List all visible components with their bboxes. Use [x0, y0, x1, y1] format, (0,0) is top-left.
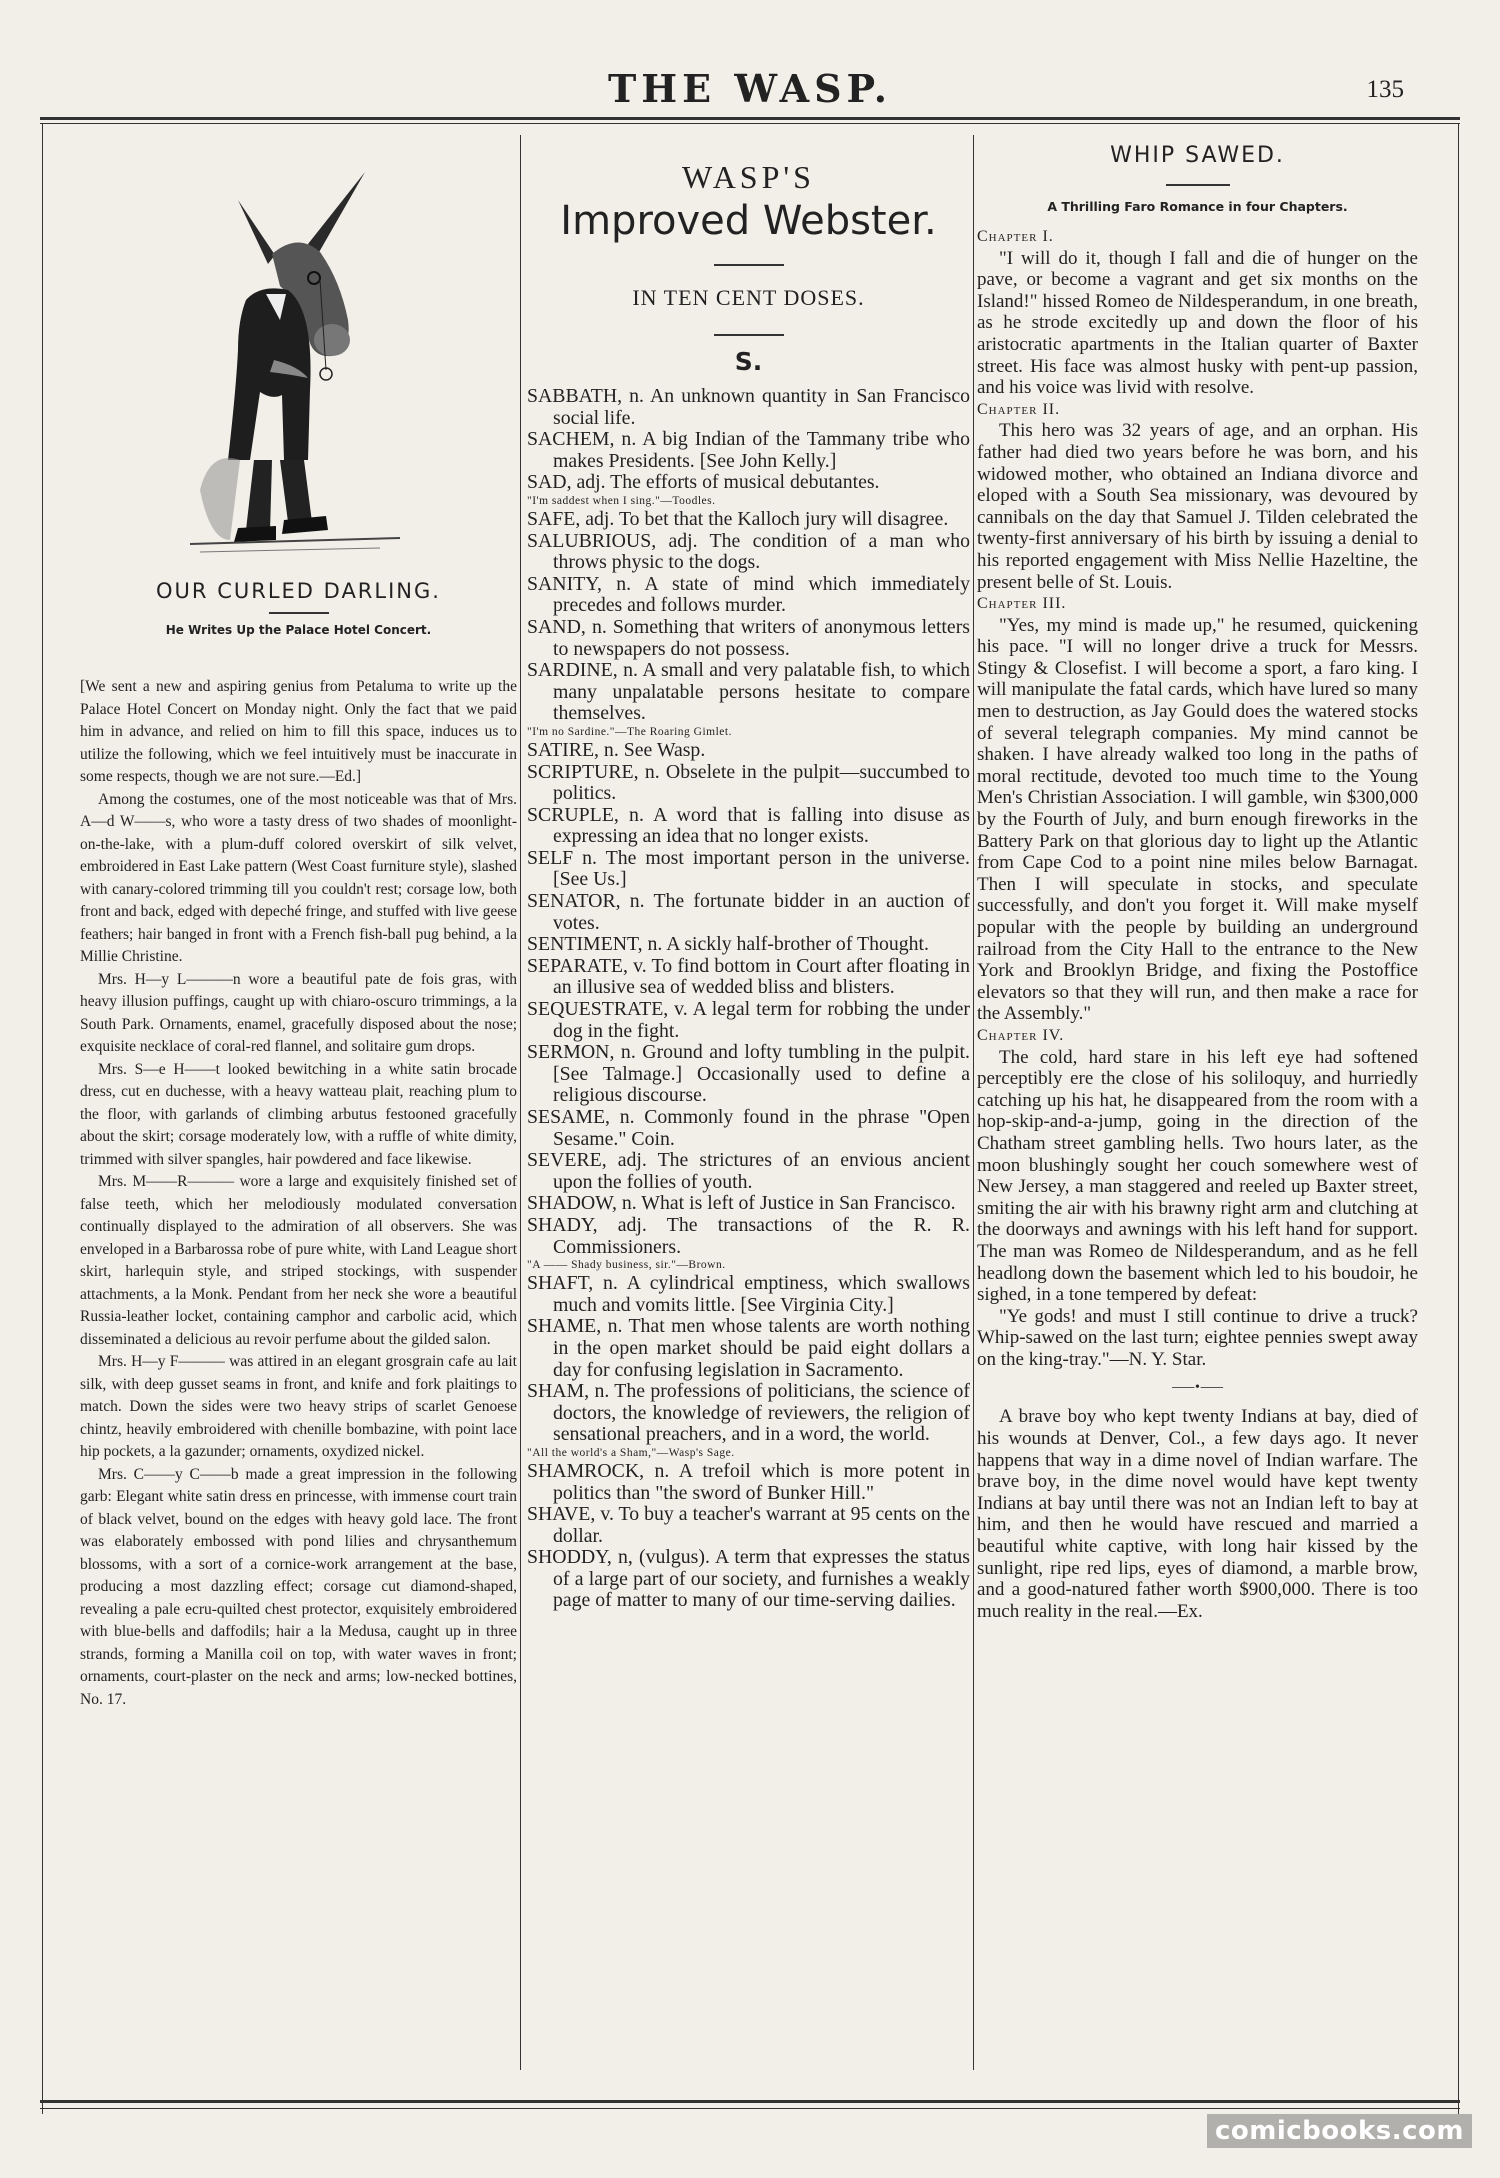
story-paragraph: "I will do it, though I fall and die of hunger on the pave, or become a vagrant and get six months on the Island!" hissed Romeo de Nildesperandum, in one breath, as he strode excitedly up and down the floor of his aristocratic apartments in the Italian quarter of Baxter street. His face was almost husky with pent-up passion, and his voice was livid with resolve. [977, 247, 1418, 399]
dictionary-entry: SAND, n. Something that writers of anonymous letters to newspapers do not possess. [527, 615, 970, 660]
masthead-title: THE WASP. [607, 66, 893, 111]
chapter-heading: Chapter IV. [977, 1026, 1065, 1044]
dictionary-entry: SEVERE, adj. The strictures of an envious ancient upon the follies of youth. [527, 1149, 970, 1193]
masthead [0, 66, 1500, 112]
story-paragraph: "Yes, my mind is made up," he resumed, quickening his pace. "I will no longer drive a truck for Messrs. Stingy & Closefist. I will become a sport, a faro king. I will manipulate the fatal cards, which have lured so many men to destruction, as Jay Gould does the watered stocks of several telegraph companies. My mind cannot be shaken. I have already walked too long in the paths of moral rectitude, devoted too much time to the Young Men's Christian Association. I will gamble, win $300,000 by the Fourth of July, and burn enough fireworks in the Battery Park on that glorious day to light up the Atlantic from Cape Cod to a point nine miles below Barnagat. Then I will speculate in stocks, and speculate successfully, and don't you forget it. Will make myself popular with the people by building an underground railroad from the City Hall to the entrance to the New York and Brooklyn Bridge, and fixing the Postoffice elevators so that they will run, and then make a race for the Assembly." [977, 614, 1418, 1025]
dictionary-entry: SABBATH, n. An unknown quantity in San Francisco social life. [527, 385, 970, 429]
dictionary-entry: SENATOR, n. The fortunate bidder in an auction of votes. [527, 890, 970, 934]
right-article [977, 140, 1418, 2100]
donkey-body [228, 288, 311, 460]
article-paragraph: Mrs. H—y L———n wore a beautiful pate de fois gras, with heavy illusion puffings, caught up with chiaro-oscuro trimmings, a la South Park. Ornaments, enamel, gracefully disposed about the nose; exquisite necklace of coral-red flannel, and solitaire gum drops. [80, 970, 517, 1055]
webster-subtitle-rule [714, 334, 784, 336]
dictionary-entry: SACHEM, n. A big Indian of the Tammany tribe who makes Presidents. [See John Kelly.] [527, 428, 970, 472]
left-article-subtitle: He Writes Up the Palace Hotel Concert. [165, 623, 432, 637]
right-article-subtitle: A Thrilling Faro Romance in four Chapters. [1047, 199, 1348, 214]
left-title-rule [269, 612, 329, 614]
dictionary-entry: SALUBRIOUS, adj. The condition of a man who throws physic to the dogs. [527, 529, 970, 574]
chapter-heading: Chapter III. [977, 595, 1067, 613]
webster-subtitle: IN TEN CENT DOSES. [632, 285, 865, 310]
article-paragraph: Mrs. H—y F——— was attired in an elegant grosgrain cafe au lait silk, with deep gusset seams in front, and knife and fork plaitings to match. Down the sides were two heavy strips of scarlet Genoese chintz, heavily embroidered with chenille bombazine, with point lace hip pockets, a la gazunder; ornaments, oxydized nickel. [80, 1353, 517, 1460]
right-article-title: WHIP SAWED. [1110, 143, 1285, 168]
bottom-rule [40, 2100, 1460, 2103]
donkey-caricature-illustration [180, 160, 420, 560]
dictionary-entry: SENTIMENT, n. A sickly half-brother of Thought. [527, 933, 929, 956]
story-paragraph: "Ye gods! and must I still continue to drive a truck? Whip-sawed on the last turn; eightee pennies swept away on the king-tray."—N. Y. Star. [977, 1305, 1418, 1370]
column-rule-right [973, 135, 974, 2070]
dictionary-entry: SHODDY, n, (vulgus). A term that expresses the status of a large part of our society, and furnishes a weakly page of matter to many of our time-serving dailies. [527, 1546, 970, 1612]
watermark: comicbooks.com [1207, 2114, 1472, 2148]
dictionary-citation: "I'm no Sardine."—The Roaring Gimlet. [527, 725, 732, 738]
column-rule-left [520, 135, 521, 2070]
frame-rule-left [42, 124, 43, 2114]
dictionary-entry: SHADOW, n. What is left of Justice in San Francisco. [527, 1192, 956, 1215]
dictionary-entry: SAFE, adj. To bet that the Kalloch jury will disagree. [527, 507, 949, 530]
article-paragraph: Mrs. C——y C——b made a great impression in the following garb: Elegant white satin dress en princesse, with immense court train of black velvet, bound on the edges with heavy gold lace. The front was elaborately embossed with pond lilies and chrysanthemum blossoms, with a sort of a cornice-work arrangement at the base, producing a most dazzling effect; corsage cut diamond-shaped, revealing a pale ecru-quilted chest protector, exquisitely embroidered with blue-bells and daffodils; hair a la Medusa, caught up in three strands, forming a Manilla coil on top, with water waves in front; ornaments, court-plaster on the neck and arms; low-necked bottines, No. 17. [80, 1465, 517, 1708]
chapter-heading: Chapter II. [977, 400, 1061, 418]
dictionary-entry: SEQUESTRATE, v. A legal term for robbing the under dog in the fight. [527, 998, 970, 1042]
dictionary-entry: SCRIPTURE, n. Obselete in the pulpit—succumbed to politics. [527, 760, 970, 805]
story-paragraph: This hero was 32 years of age, and an orphan. His father had died two years before he was born, and his widowed mother, who obtained an Indiana divorce and eloped with a South Sea missionary, was devoured by cannibals on the day that Samuel J. Tilden celebrated the twenty-first anniversary of his birth by issuing a denial to his reported engagement with Miss Nellie Hazeltine, the present belle of St. Louis. [977, 420, 1418, 593]
dictionary-entry: SHAM, n. The professions of politicians, the science of doctors, the knowledge of reviewers, the religion of sensational preachers, and in a word, the world. [527, 1380, 970, 1446]
article-paragraph: Mrs. M——R——— wore a large and exquisitely finished set of false teeth, which her melodiously modulated conversation continually displayed to the admiration of all observers. She was enveloped in a Barbarossa robe of pure white, with Land League short skirt, harlequin style, and striped stockings, with suspender attachments, a la Monk. Pendant from her neck she wore a beautiful Russia-leather locket, containing camphor and carbolic acid, which disseminated a delicious au revoir perfume about the gilded salon. [80, 1173, 517, 1348]
dictionary-entry: SESAME, n. Commonly found in the phrase "Open Sesame." Coin. [527, 1106, 970, 1150]
article-paragraph: Mrs. S—e H——t looked bewitching in a white satin brocade dress, cut en duchesse, with a heavy watteau plait, reaching plum to the floor, with garlands of climbing arbutus festooned gracefully about the skirt; corsage moderately low, with a ruffle of white dimity, trimmed with silver spangles, hair powdered and face likewise. [80, 1060, 517, 1168]
webster-title-line1: WASP'S [682, 159, 815, 195]
section-ornament: ⸺•⸺ [1171, 1380, 1224, 1396]
dictionary-citation: "I'm saddest when I sing."—Toodles. [527, 494, 716, 507]
dictionary-entry: SHAVE, v. To buy a teacher's warrant at 95 cents on the dollar. [527, 1503, 970, 1547]
masthead-rule [40, 117, 1460, 120]
frame-rule-right [1458, 124, 1459, 2114]
dictionary-letter: S. [734, 347, 763, 376]
dictionary-citation: "A —— Shady business, sir."—Brown. [527, 1259, 726, 1272]
dictionary-entry: SERMON, n. Ground and lofty tumbling in the pulpit. [See Talmage.] Occasionally used to define a religious discourse. [527, 1041, 970, 1107]
dictionary-entry: SAD, adj. The efforts of musical debutantes. [527, 471, 880, 494]
article-paragraph: Among the costumes, one of the most noticeable was that of Mrs. A—d W——s, who wore a tasty dress of two shades of moonlight-on-the-lake, with a plum-duff colored overskirt of silk velvet, embroidered in East Lake pattern (West Coast furniture style), slashed with canary-colored trimming till you couldn't rest; corsage low, both front and back, edged with depeché fringe, and stuffed with live geese feathers; hair banged in front with a French fish-ball pug behind, a la Millie Christine. [80, 790, 517, 965]
dictionary-entry: SHAFT, n. A cylindrical emptiness, which swallows much and vomits little. [See Virginia City.] [527, 1272, 970, 1316]
donkey-ear-left [238, 200, 275, 264]
dictionary-entry: SHAME, n. That men whose talents are worth nothing in the open market should be paid eight dollars a day for confusing legislation in Sacramento. [527, 1315, 970, 1381]
dictionary-entry: SANITY, n. A state of mind which immediately precedes and follows murder. [527, 572, 970, 617]
webster-title-line2: Improved Webster. [560, 198, 937, 244]
donkey-ear-right [308, 172, 365, 254]
right-title-rule [1166, 184, 1230, 186]
dictionary-entry: SELF n. The most important person in the universe. [See Us.] [527, 846, 970, 891]
page-number: 135 [1366, 76, 1404, 103]
dictionary-entry: SATIRE, n. See Wasp. [527, 738, 706, 761]
dictionary-entries [527, 386, 970, 1612]
chapter-heading: Chapter I. [977, 228, 1054, 245]
dictionary-entry: SHAMROCK, n. A trefoil which is more potent in politics than "the sword of Bunker Hill." [527, 1459, 970, 1504]
middle-article [527, 150, 970, 2080]
dictionary-citation: "All the world's a Sham,"—Wasp's Sage. [527, 1446, 735, 1459]
story-paragraph: The cold, hard stare in his left eye had softened perceptibly ere the close of his soliloquy, and hurriedly catching up his hat, he disappeared from the room with a hop-skip-and-a-jump, going in the direction of the Chatham street gambling hells. Two hours later, as the moon blushingly sought her couch somewhere west of New Jersey, a man staggered and reeled up Baxter street, smiting the air with his brawny right arm and clutching at the doorways and awnings with his left hand for support. The man was Romeo de Nildesperandum, and as he fell headlong down the basement which led to his boudoir, he sighed, in a tone tempered by defeat: [977, 1046, 1418, 1306]
story-paragraph: A brave boy who kept twenty Indians at bay, died of his wounds at Denver, Col., a few days ago. It never happens that way in a dime novel of Indian warfare. The brave boy, in the dime novel would have kept twenty Indians at bay until there was not an Indian left to bay at him, and then he would have rescued and married a beautiful white captive, with long hair kissed by the sunlight, ripe red lips, eyes of diamond, a marble brow, and a good-natured father worth $900,000. There is too much reality in the real.—Ex. [977, 1406, 1418, 1622]
bottom-rule-thin [40, 2108, 1460, 2109]
dictionary-entry: SEPARATE, v. To find bottom in Court after floating in an illusive sea of wedded bliss and blisters. [527, 954, 970, 999]
webster-title-rule [714, 264, 784, 266]
dictionary-entry: SHADY, adj. The transactions of the R. R. Commissioners. [527, 1213, 970, 1258]
left-article-body [80, 676, 517, 2076]
masthead-rule-thin [40, 123, 1460, 124]
dictionary-entry: SARDINE, n. A small and very palatable fish, to which many unpalatable persons hesitate to compare themselves. [527, 659, 970, 725]
editor-note: [We sent a new and aspiring genius from Petaluma to write up the Palace Hotel Concert on Monday night. Only the fact that we paid him in advance, and relied on him to fill this space, induces us to utilize the following, which we feel intuitively must be inaccurate in some respects, though we are not sure.—Ed.] [80, 678, 517, 785]
donkey-legs [234, 460, 328, 542]
left-article-title: OUR CURLED DARLING. [156, 579, 441, 603]
dictionary-entry: SCRUPLE, n. A word that is falling into disuse as expressing an idea that no longer exists. [527, 803, 970, 848]
